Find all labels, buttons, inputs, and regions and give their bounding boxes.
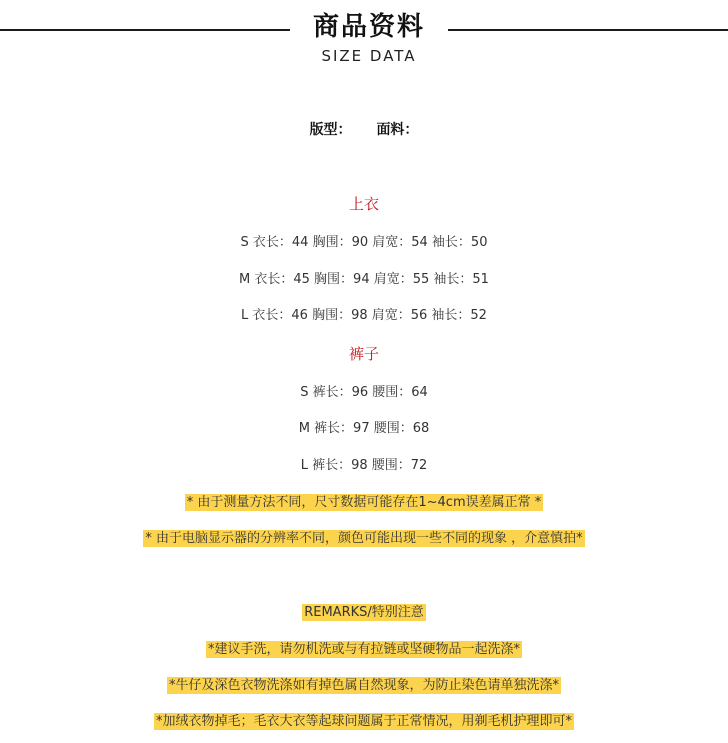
pants-section-heading: 裤子 bbox=[348, 345, 379, 363]
remarks-heading bbox=[0, 603, 728, 623]
remark-item bbox=[0, 676, 728, 696]
pants-size-row-s: S 裤长：96 腰围：64 bbox=[300, 385, 428, 400]
top-size-row-m: M 衣长：45 胸围：94 肩宽：55 袖长：51 bbox=[239, 272, 489, 287]
color-note bbox=[0, 529, 728, 549]
header-rule-right bbox=[448, 29, 728, 31]
top-size-row-s: S 衣长：44 胸围：90 肩宽：54 袖长：50 bbox=[240, 235, 488, 250]
pants-size-row-l: L 裤长：98 腰围：72 bbox=[300, 458, 428, 473]
page-title: 商品资料 bbox=[312, 12, 425, 42]
remark-item bbox=[0, 640, 728, 660]
page-subtitle: SIZE DATA bbox=[321, 47, 417, 65]
pants-size-row-m: M 裤长：97 腰围：68 bbox=[298, 421, 430, 436]
remark-item-text: *加绒衣物掉毛；毛衣大衣等起球问题属于正常情况，用剃毛机护理即可* bbox=[155, 714, 572, 729]
pattern-label: 版型： bbox=[309, 122, 352, 138]
measurement-note-text: * 由于测量方法不同，尺寸数据可能存在1~4cm误差属正常 * bbox=[186, 495, 542, 510]
measurement-note bbox=[0, 493, 728, 513]
remark-item-text: *牛仔及深色衣物洗涤如有掉色属自然现象，为防止染色请单独洗涤* bbox=[168, 678, 559, 693]
remarks-heading-text: REMARKS/特别注意 bbox=[304, 605, 424, 620]
remark-item-text: *建议手洗，请勿机洗或与有拉链或坚硬物品一起洗涤* bbox=[207, 642, 520, 657]
top-size-row-l: L 衣长：46 胸围：98 肩宽：56 袖长：52 bbox=[241, 308, 487, 323]
color-note-text: * 由于电脑显示器的分辨率不同，颜色可能出现一些不同的现象 ，介意慎拍* bbox=[145, 531, 583, 546]
size-data-header bbox=[0, 0, 728, 70]
header-rule-left bbox=[0, 29, 290, 31]
remark-item bbox=[0, 712, 728, 732]
product-meta bbox=[0, 120, 728, 140]
top-section-heading: 上衣 bbox=[348, 195, 379, 213]
fabric-label: 面料： bbox=[376, 122, 419, 138]
